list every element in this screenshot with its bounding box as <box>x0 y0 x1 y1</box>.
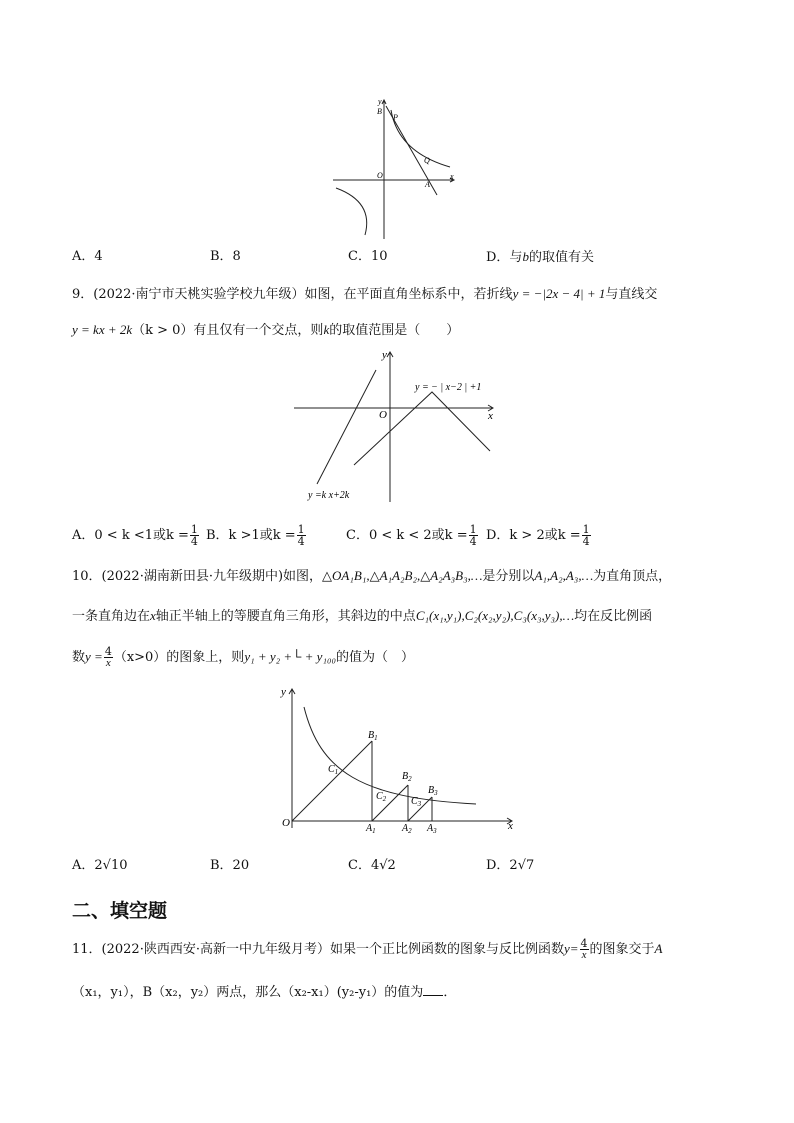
fig8-y-label: y <box>378 97 382 106</box>
q9-eq1: y = −|2x − 4| + 1 <box>512 286 606 301</box>
fig9-x-label: x <box>488 410 493 422</box>
q11-line1-pre: 11．(2022·陕西西安·高新一中九年级月考）如果一个正比例函数的图象与反比例函数 <box>72 942 564 957</box>
fig9-curve-label: y = − | x−2 | +1 <box>415 382 482 393</box>
q9-mid: 与直线交 <box>605 287 658 302</box>
q9-option-b-text: B．k >1或k = <box>206 528 296 543</box>
q10-line2 <box>72 606 652 627</box>
fig10-B1-label: $B_1$ <box>368 730 378 742</box>
q9-option-b-den: 4 <box>297 535 305 548</box>
fig10-C1-label: $C_1$ <box>328 764 339 776</box>
q11-line1-num: 4 <box>580 937 588 950</box>
q9-option-c <box>346 524 479 547</box>
q10-line2-post: 均在反比例函 <box>574 609 653 624</box>
q10-figure <box>280 683 520 833</box>
q10-line3-num: 4 <box>104 645 112 658</box>
q9-prefix: 9．(2022·南宁市天桃实验学校九年级）如图，在平面直角坐标系中，若折线 <box>72 287 513 302</box>
q11-line1-A: A <box>654 941 663 956</box>
fig10-y-label: y <box>281 686 286 698</box>
q8-option-d <box>486 247 594 268</box>
q9-figure <box>288 344 503 506</box>
q10-line3-y: y = <box>85 649 103 664</box>
q9-option-d-text: D．k > 2或k = <box>486 528 581 543</box>
q9-option-c-den: 4 <box>469 535 477 548</box>
q9-option-d-den: 4 <box>582 535 590 548</box>
q8-option-d-post: 的取值有关 <box>528 250 594 265</box>
q9-option-c-text: C．0 < k < 2或k = <box>346 528 468 543</box>
q11-line1-fraction <box>580 938 589 961</box>
q10-line2-mid: 轴正半轴上的等腰直角三角形，其斜边的中点 <box>155 609 416 624</box>
q9-option-a-num: 1 <box>190 523 198 536</box>
q10-line3-den: x <box>105 657 111 669</box>
q10-line1-mid: 是分别以 <box>482 569 535 584</box>
q10-line3-fraction <box>104 646 113 669</box>
q9-option-c-num: 1 <box>469 523 477 536</box>
q10-line3 <box>72 645 414 670</box>
q10-line3-post: 的值为（ ） <box>336 650 415 665</box>
fig10-C2-label: $C_2$ <box>376 791 387 803</box>
q11-line1-y: y= <box>563 941 579 956</box>
q10-line2-pre: 一条直角边在 <box>72 609 151 624</box>
q9-option-a-den: 4 <box>190 535 198 548</box>
q11-line2 <box>72 982 456 1003</box>
q8-figure <box>330 92 460 242</box>
q8-option-d-pre: D．与 <box>486 250 523 265</box>
q8-option-b: B．8 <box>210 249 241 264</box>
q9-option-b-fraction <box>297 524 306 547</box>
q9-option-a <box>72 524 200 547</box>
fig8-B-label: B <box>377 107 382 116</box>
fig10-A2-label: $A_2$ <box>402 823 412 833</box>
q9-option-a-fraction <box>190 524 199 547</box>
fig9-line-label: y =k x+2k <box>308 490 350 501</box>
q10-option-c: C．4√2 <box>348 858 396 873</box>
fig10-O-label: O <box>282 817 290 829</box>
q10-line2-points: C₁(x₁,y₁),C₂(x₂,y₂),C₃(x₃,y₃),… <box>415 608 575 623</box>
q9-line2 <box>72 320 459 341</box>
q10-line1 <box>72 566 671 587</box>
q10-line1-pre: 10．(2022·湖南新田县·九年级期中)如图， <box>72 569 323 584</box>
section-title: 二、填空题 <box>72 900 168 922</box>
fig10-A1-label: $A_1$ <box>366 823 376 833</box>
q9-option-d <box>486 524 592 547</box>
q10-option-a: A．2√10 <box>72 858 128 873</box>
fig9-y-label: y <box>382 349 387 361</box>
q9-option-a-text: A．0 < k <1或k = <box>72 528 189 543</box>
fig10-A3-label: $A_3$ <box>427 823 437 833</box>
fig10-x-label: x <box>508 820 513 832</box>
reciprocal-curve <box>304 707 476 804</box>
fig9-O-label: O <box>379 409 387 421</box>
fig8-x-label: x <box>450 172 454 181</box>
q8-option-c: C．10 <box>348 249 388 264</box>
q9-option-c-fraction <box>469 524 478 547</box>
q10-line3-sum: y₁ + y₂ +└ + y₁₀₀ <box>244 649 336 664</box>
fig10-B2-label: $B_2$ <box>402 771 412 783</box>
q9-line1 <box>72 284 657 305</box>
q11-line1 <box>72 937 662 962</box>
q9-suffix: 的取值范围是（ ） <box>329 323 460 338</box>
fig8-P-label: P <box>393 113 398 122</box>
q10-line1-triangles: △OA₁B₁,△A₁A₂B₂,△A₂A₃B₃,… <box>322 568 483 583</box>
fig10-B3-label: $B_3$ <box>428 785 438 797</box>
fig8-O-label: O <box>377 171 383 180</box>
hyperbola-upper-branch <box>391 110 450 167</box>
q9-kvar: k <box>323 322 330 337</box>
q10-option-d: D．2√7 <box>486 858 535 873</box>
q9-option-d-num: 1 <box>582 523 590 536</box>
q10-option-b: B．20 <box>210 858 250 873</box>
q9-eq2: y = kx + 2k <box>72 322 133 337</box>
q10-line1-points: A₁,A₂,A₃,… <box>534 568 594 583</box>
q10-line3-cond: （x>0）的图象上，则 <box>113 650 245 665</box>
q9-option-b-num: 1 <box>297 523 305 536</box>
fig8-Q-label: Q <box>424 156 430 165</box>
q10-line2-x: x <box>150 608 156 623</box>
fig8-A-label: A <box>425 180 430 189</box>
q9-option-d-fraction <box>582 524 591 547</box>
q11-line1-den: x <box>581 949 587 961</box>
q11-line2-text: （x₁，y₁），B（x₂，y₂）两点，那么（x₂-x₁）(y₂-y₁）的值为 <box>72 985 424 1000</box>
q9-option-b <box>206 524 307 547</box>
broken-line-curve <box>354 392 490 465</box>
answer-blank[interactable] <box>423 982 443 996</box>
line-kx-2k <box>317 370 376 484</box>
q11-line1-post: 的图象交于 <box>589 942 655 957</box>
q10-line1-post: 为直角顶点， <box>593 569 672 584</box>
q10-line3-pre: 数 <box>72 650 86 665</box>
q8-option-d-var: b <box>522 249 529 264</box>
q9-cond: （k > 0）有且仅有一个交点，则 <box>132 323 324 338</box>
q8-option-a: A．4 <box>72 249 103 264</box>
fig10-C3-label: $C_3$ <box>411 796 422 808</box>
q11-line2-end: ． <box>443 985 457 1000</box>
hyperbola-lower-branch <box>336 188 367 235</box>
